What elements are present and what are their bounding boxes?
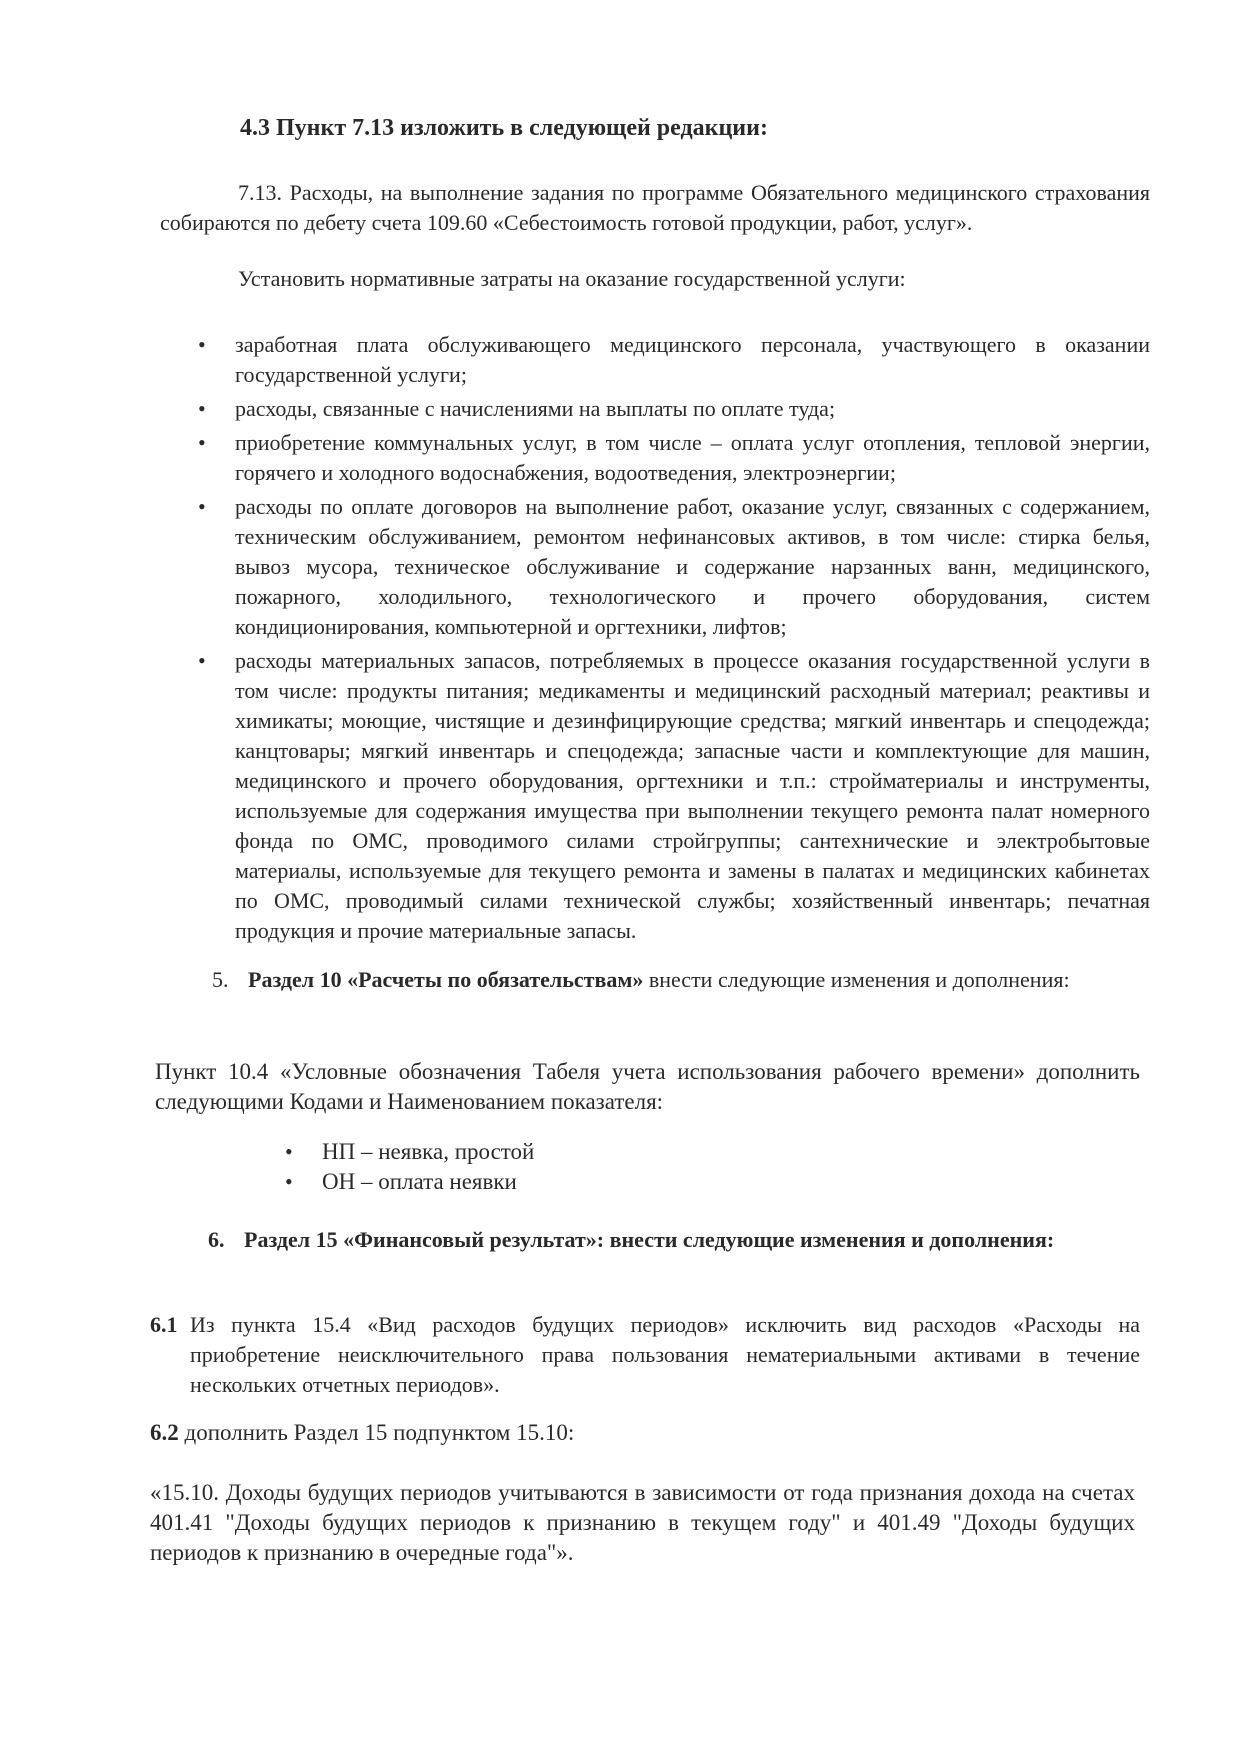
list-item: • заработная плата обслуживающего медицинского персонала, участвующего в оказании государственной услуги; <box>235 330 1150 390</box>
list-item: • расходы материальных запасов, потребляемых в процессе оказания государственной услуги в том числе: продукты питания; медикаменты и медицинский расходный материал; реактивы и химикаты; моющие, чистящие и дезинфицирующие средства; мягкий инвентарь и спецодежда; канцтовары; мягкий инвентарь и спецодежда; запасные части и комплектующие для машин, медицинского и прочего оборудования, оргтехники и т.п.: стройматериалы и инструменты, используемые для содержания имущества при выполнении текущего ремонта палат номерного фонда по ОМС, проводимого силами стройгруппы; сантехнические и электробытовые материалы, используемые для текущего ремонта и замены в палатах и медицинских кабинетах по ОМС, проводимый силами технической службы; хозяйственный инвентарь; печатная продукция и прочие материальные запасы. <box>235 646 1150 946</box>
paragraph-7-13: 7.13. Расходы, на выполнение задания по программе Обязательного медицинского страхования собираются по дебету счета 109.60 «Себестоимость готовой продукции, работ, услуг». <box>160 180 1150 235</box>
section-5-title <box>248 965 1147 995</box>
list-item: • НП – неявка, простой <box>322 1137 822 1167</box>
section-5-number: 5. <box>212 967 229 992</box>
list-item: • ОН – оплата неявки <box>322 1167 822 1197</box>
section-6-heading <box>208 1225 1148 1255</box>
paragraph-6-2-number: 6.2 <box>150 1420 179 1445</box>
paragraph-6-1-number: 6.1 <box>150 1312 178 1337</box>
paragraph-6-1-text: Из пункта 15.4 «Вид расходов будущих периодов» исключить вид расходов «Расходы на приобретение неисключительного права пользования нематериальными активами в течение нескольких отчетных периодов». <box>190 1312 1140 1397</box>
paragraph-6-2 <box>150 1418 1050 1448</box>
list-item: • приобретение коммунальных услуг, в том числе – оплата услуг отопления, тепловой энергии, горячего и холодного водоснабжения, водоотведения, электроэнергии; <box>235 428 1150 488</box>
list-item: • расходы, связанные с начислениями на выплаты по оплате туда; <box>235 394 1150 424</box>
paragraph-6-1 <box>150 1310 1140 1400</box>
section-5-title-rest: внести следующие изменения и дополнения: <box>643 967 1070 992</box>
section-6-title: Раздел 15 «Финансовый результат»: внести следующие изменения и дополнения: <box>244 1227 1055 1252</box>
timesheet-codes-list <box>322 1137 822 1197</box>
section-5-heading <box>212 965 1147 995</box>
normative-costs-list <box>235 330 1150 950</box>
paragraph-6-2-text: дополнить Раздел 15 подпунктом 15.10: <box>184 1420 575 1445</box>
normative-costs-intro: Установить нормативные затраты на оказание государственной услуги: <box>238 266 906 291</box>
section-4-3-heading: 4.3 Пункт 7.13 изложить в следующей редакции: <box>240 115 768 141</box>
section-6-number: 6. <box>208 1227 225 1252</box>
list-item: • расходы по оплате договоров на выполнение работ, оказание услуг, связанных с содержанием, техническим обслуживанием, ремонтом нефинансовых активов, в том числе: стирка белья, вывоз мусора, техническое обслуживание и содержание нарзанных ванн, медицинского, пожарного, холодильного, технологического и прочего оборудования, систем кондиционирования, компьютерной и оргтехники, лифтов; <box>235 492 1150 642</box>
section-5-title-bold: Раздел 10 «Расчеты по обязательствам» <box>248 967 644 992</box>
paragraph-10-4: Пункт 10.4 «Условные обозначения Табеля учета использования рабочего времени» дополнить следующими Кодами и Наименованием показателя: <box>155 1059 1140 1114</box>
paragraph-15-10: «15.10. Доходы будущих периодов учитываются в зависимости от года признания дохода на счетах 401.41 "Доходы будущих периодов к признанию в текущем году" и 401.49 "Доходы будущих периодов к признанию в очередные года"». <box>150 1480 1135 1565</box>
